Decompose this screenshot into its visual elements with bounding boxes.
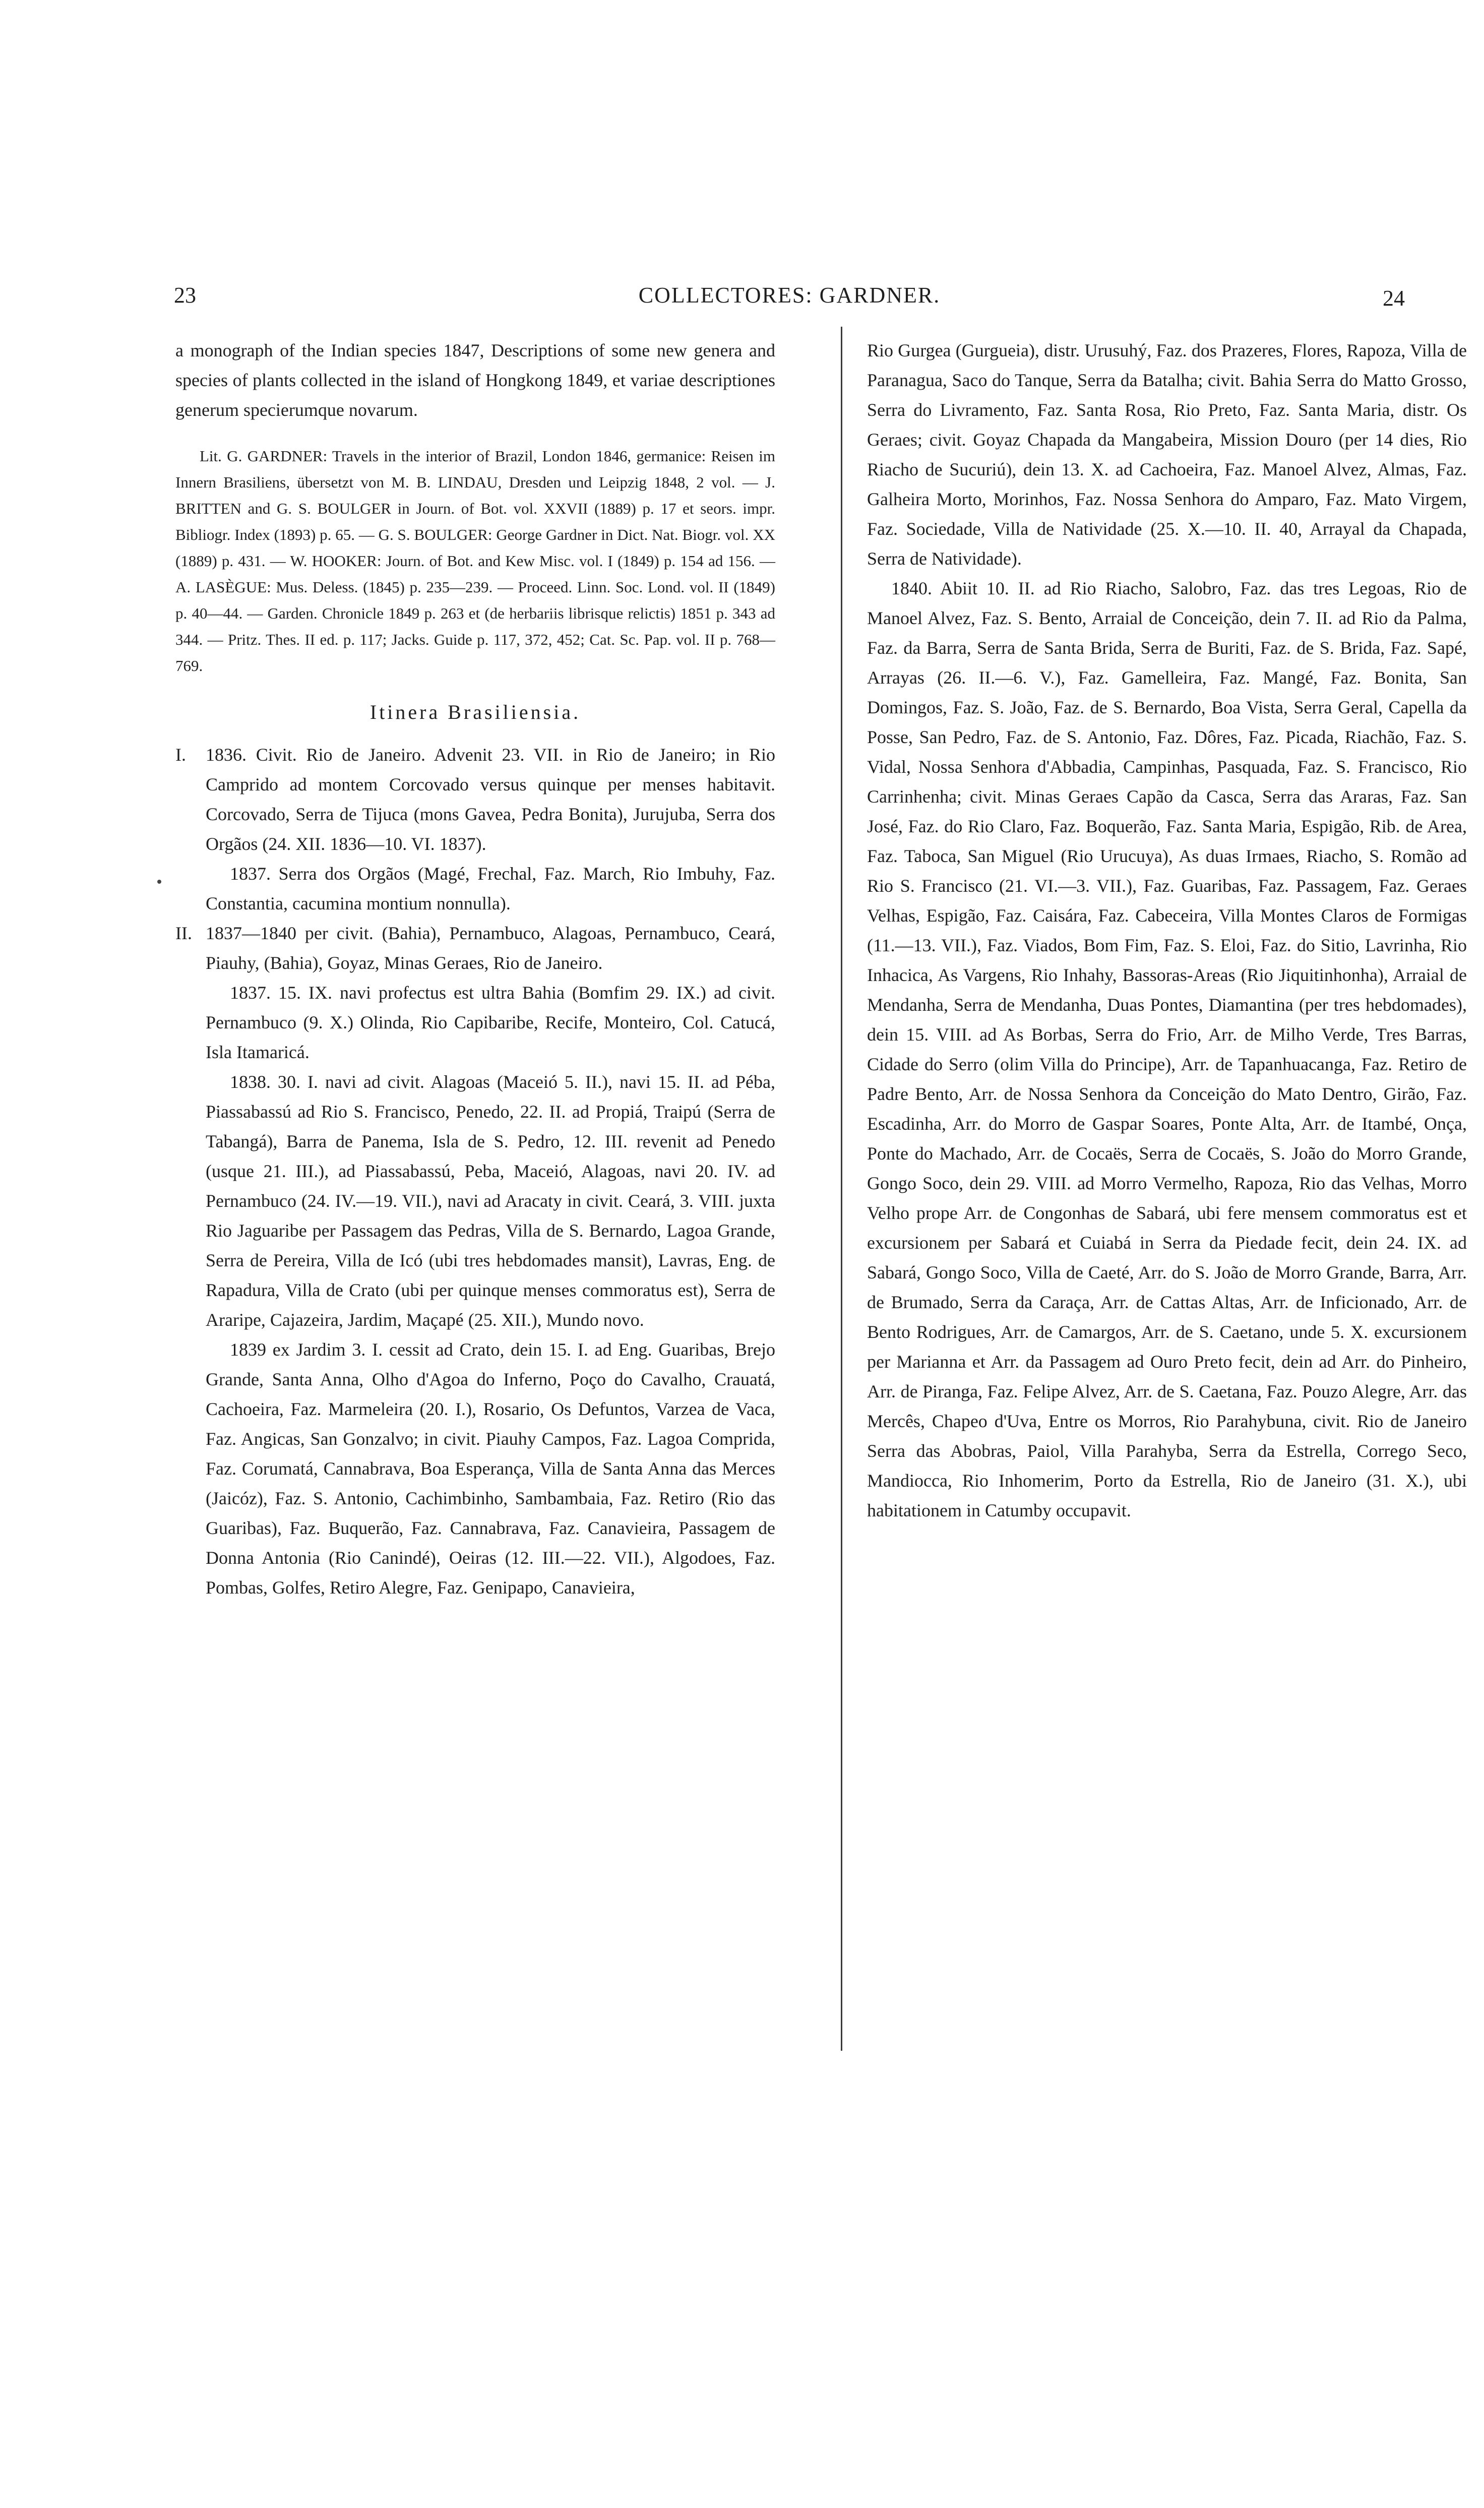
column-divider: [841, 327, 842, 2051]
item-paragraph: 1836. Civit. Rio de Janeiro. Advenit 23. VII. in Rio de Janeiro; in Rio Camprido ad montem Corcovado versus quinque per menses habitavit. Corcovado, Serra de Tijuca (mons Gavea, Pedra Bonita), Jurujuba, Serra dos Orgãos (24. XII. 1836—10. VI. 1837).: [206, 745, 775, 854]
item-paragraph: 1839 ex Jardim 3. I. cessit ad Crato, dein 15. I. ad Eng. Guaribas, Brejo Grande, Santa Anna, Olho d'Agoa do Inferno, Poço do Cavalho, Crauatá, Cachoeira, Faz. Marmeleira (20. I.), Rosario, Os Defuntos, Varzea de Vaca, Faz. Angicas, San Gonzalvo; in civit. Piauhy Campos, Faz. Lagoa Comprida, Faz. Corumatá, Cannabrava, Boa Esperança, Villa de Santa Anna das Merces (Jaicóz), Faz. S. Antonio, Cachimbinho, Sambambaia, Faz. Retiro (Rio das Guaribas), Faz. Buquerão, Faz. Cannabrava, Faz. Canavieira, Passagem de Donna Antonia (Rio Canindé), Oeiras (12. III.—22. VII.), Algodoes, Faz. Pombas, Golfes, Retiro Alegre, Faz. Genipapo, Canavieira,: [206, 1339, 775, 1598]
literature-paragraph: Lit. G. GARDNER: Travels in the interior of Brazil, London 1846, germanice: Reisen im Innern Brasiliens, übersetzt von M. B. LINDAU, Dresden und Leipzig 1848, 2 vol. — J. BRITTEN and G. S. BOULGER in Journ. of Bot. vol. XXVII (1889) p. 17 et seors. impr. Bibliogr. Index (1893) p. 65. — G. S. BOULGER: George Gardner in Dict. Nat. Biogr. vol. XX (1889) p. 431. — W. HOOKER: Journ. of Bot. and Kew Misc. vol. I (1849) p. 154 ad 156. — A. LASÈGUE: Mus. Deless. (1845) p. 235—239. — Proceed. Linn. Soc. Lond. vol. II (1849) p. 40—44. — Garden. Chronicle 1849 p. 263 et (de herbariis librisque relictis) 1851 p. 343 ad 344. — Pritz. Thes. II ed. p. 117; Jacks. Guide p. 117, 372, 452; Cat. Sc. Pap. vol. II p. 768—769.: [175, 447, 775, 675]
section-heading: Itinera Brasiliensia.: [369, 701, 581, 723]
itinerary-item-1: [175, 740, 775, 919]
page-header: [174, 282, 1405, 318]
left-column: [175, 336, 775, 1603]
itinerary-item-2: [175, 919, 775, 1603]
right-page-number: 24: [1383, 286, 1405, 311]
paragraph-1840: 1840. Abiit 10. II. ad Rio Riacho, Salobro, Faz. das tres Legoas, Rio de Manoel Alvez, Faz. S. Bento, Arraial de Conceição, dein 7. II. ad Rio da Palma, Faz. da Barra, Serra de Santa Brida, Serra de Buriti, Faz. de S. Brida, Faz. Sapé, Arrayas (26. II.—6. V.), Faz. Gamelleira, Faz. Mangé, Faz. Bonita, San Domingos, Faz. S. João, Faz. de S. Bernardo, Boa Vista, Serra Geral, Capella da Posse, San Pedro, Faz. de S. Antonio, Faz. Dôres, Faz. Picada, Riachão, Faz. S. Vidal, Nossa Senhora d'Abbadia, Campinhas, Pasquada, Faz. S. Francisco, Rio Carrinhenha; civit. Minas Geraes Capão da Casca, Serra das Araras, Faz. San José, Faz. do Rio Claro, Faz. Boquerão, Faz. Santa Maria, Espigão, Rib. de Area, Faz. Taboca, San Miguel (Rio Urucuya), As duas Irmaes, Riacho, S. Romão ad Rio S. Francisco (21. VI.—3. VII.), Faz. Guaribas, Faz. Passagem, Faz. Geraes Velhas, Espigão, Faz. Caisára, Faz. Cabeceira, Villa Montes Claros de Formigas (11.—13. VII.), Faz. Viados, Bom Fim, Faz. S. Eloi, Faz. do Sitio, Lavrinha, Rio Inhacica, As Vargens, Rio Inhahy, Bassoras-Areas (Rio Jiquitinhonha), Arraial de Mendanha, Serra de Mendanha, Duas Pontes, Diamantina (per tres hebdomades), dein 15. VIII. ad As Borbas, Serra do Frio, Arr. de Milho Verde, Tres Barras, Cidade do Serro (olim Villa do Principe), Arr. de Tapanhuacanga, Faz. Retiro de Padre Bento, Arr. de Nossa Senhora da Conceição do Mato Dentro, Girão, Faz. Escadinha, Arr. do Morro de Gaspar Soares, Ponte Alta, Arr. de Itambé, Onça, Ponte do Machado, Arr. de Cocaës, Serra de Cocaës, S. João do Morro Grande, Gongo Soco, dein 29. VIII. ad Morro Vermelho, Rapoza, Rio das Velhas, Morro Velho prope Arr. de Congonhas de Sabará, ubi fere mensem commoratus est et excursionem per Sabará et Cuiabá in Serra da Piedade fecit, dein 24. IX. ad Sabará, Gongo Soco, Villa de Caeté, Arr. do S. João de Morro Grande, Barra, Arr. de Brumado, Serra da Caraça, Arr. de Cattas Altas, Arr. de Inficionado, Arr. de Bento Rodrigues, Arr. de Camargos, Arr. de S. Caetano, unde 5. X. excursionem per Marianna et Arr. da Passagem ad Ouro Preto fecit, dein ad Arr. do Pinheiro, Arr. de Piranga, Faz. Felipe Alvez, Arr. de S. Caetana, Faz. Pouzo Alegre, Arr. das Mercês, Chapeo d'Uva, Entre os Morros, Rio Parahybuna, civit. Rio de Janeiro Serra das Abobras, Paiol, Villa Parahyba, Serra da Estrella, Corrego Seco, Mandiocca, Rio Inhomerim, Porto da Estrella, Rio de Janeiro (31. X.), ubi habitationem in Catumby occupavit.: [867, 578, 1467, 1520]
intro-paragraph: a monograph of the Indian species 1847, Descriptions of some new genera and species of plants collected in the island of Hongkong 1849, et variae descriptiones generum specierumque novarum.: [175, 340, 775, 420]
item-number: II.: [175, 923, 192, 943]
item-number: I.: [175, 745, 186, 765]
item-paragraph: 1837—1840 per civit. (Bahia), Pernambuco, Alagoas, Pernambuco, Ceará, Piauhy, (Bahia), Goyaz, Minas Geraes, Rio de Janeiro.: [206, 923, 775, 973]
item-paragraph: 1837. 15. IX. navi profectus est ultra Bahia (Bomfim 29. IX.) ad civit. Pernambuco (9. X.) Olinda, Rio Capibaribe, Recife, Monteiro, Col. Catucá, Isla Itamaricá.: [206, 983, 775, 1062]
margin-dot: [157, 880, 161, 884]
left-page-number: 23: [174, 283, 196, 308]
item-paragraph: 1838. 30. I. navi ad civit. Alagoas (Maceió 5. II.), navi 15. II. ad Péba, Piassabassú ad Rio S. Francisco, Penedo, 22. II. ad Propiá, Traipú (Serra de Tabangá), Barra de Panema, Isla de S. Pedro, 12. III. revenit ad Penedo (usque 21. III.), ad Piassabassú, Peba, Maceió, Alagoas, navi 20. IV. ad Pernambuco (24. IV.—19. VII.), navi ad Aracaty in civit. Ceará, 3. VIII. juxta Rio Jaguaribe per Passagem das Pedras, Villa de S. Bernardo, Lagoa Grande, Serra de Pereira, Villa de Icó (ubi tres hebdomades mansit), Lavras, Eng. de Rapadura, Villa de Crato (ubi per quinque menses commoratus est), Serra de Araripe, Cajazeira, Jardim, Maçapé (25. XII.), Mundo novo.: [206, 1072, 775, 1330]
item-paragraph: 1837. Serra dos Orgãos (Magé, Frechal, Faz. March, Rio Imbuhy, Faz. Constantia, cacumina montium nonnulla).: [206, 864, 775, 913]
running-title: COLLECTORES: GARDNER.: [638, 283, 941, 308]
right-column: [867, 336, 1467, 1525]
continued-paragraph: Rio Gurgea (Gurgueia), distr. Urusuhý, Faz. dos Prazeres, Flores, Rapoza, Villa de Paranagua, Saco do Tanque, Serra da Batalha; civit. Bahia Serra do Matto Grosso, Serra do Livramento, Faz. Santa Rosa, Rio Preto, Faz. Santa Maria, distr. Os Geraes; civit. Goyaz Chapada da Mangabeira, Mission Douro (per 14 dies, Rio Riacho de Sucuriú), dein 13. X. ad Cachoeira, Faz. Manoel Alvez, Almas, Faz. Galheira Morto, Morinhos, Faz. Nossa Senhora do Amparo, Faz. Mato Virgem, Faz. Sociedade, Villa de Natividade (25. X.—10. II. 40, Arrayal da Chapada, Serra de Natividade).: [867, 340, 1467, 569]
